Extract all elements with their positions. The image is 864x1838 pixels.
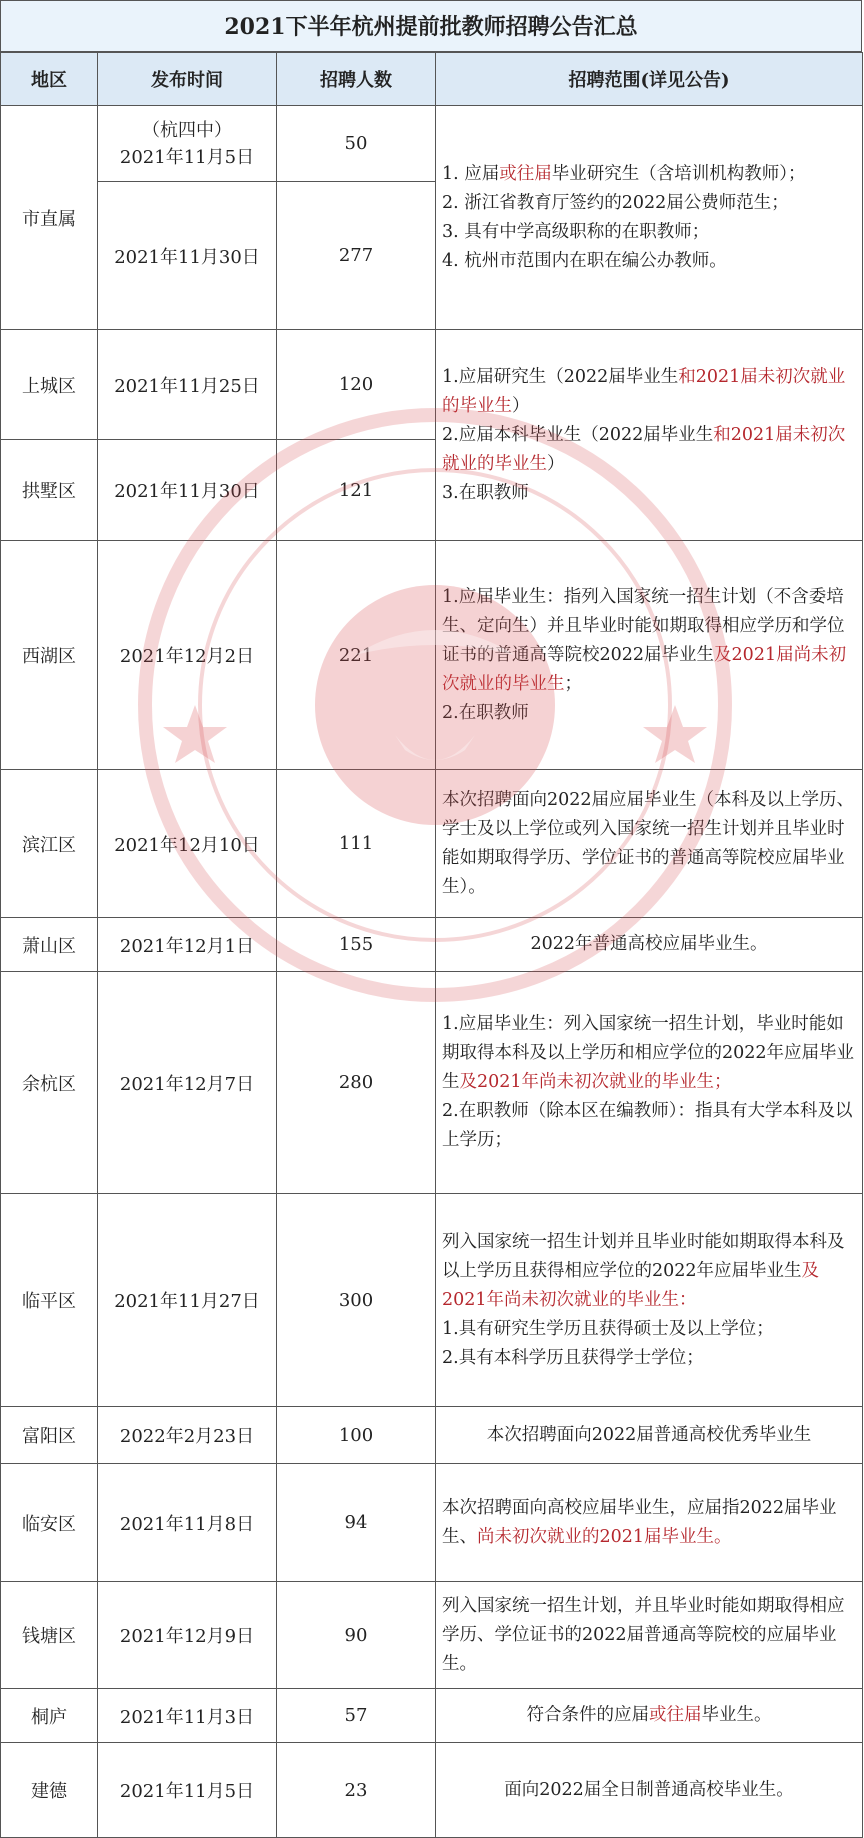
count-cell: 155	[277, 918, 436, 972]
table-row	[1, 1407, 863, 1464]
scope-line: 2. 浙江省教育厅签约的2022届公费师范生；	[442, 192, 789, 213]
scope-text: 1. 应届	[442, 163, 500, 184]
scope-cell	[436, 972, 863, 1194]
scope-line	[442, 363, 856, 421]
date-cell: 2021年12月2日	[98, 541, 277, 770]
date-cell: 2021年12月9日	[98, 1582, 277, 1689]
table-row	[1, 1464, 863, 1582]
scope-line: 2.在职教师（除本区在编教师）：指具有大学本科及以上学历；	[442, 1101, 853, 1150]
region-cell: 滨江区	[1, 770, 98, 918]
table-row	[1, 541, 863, 770]
scope-line: 3. 具有中学高级职称的在职教师；	[442, 221, 710, 242]
scope-text: ）	[512, 395, 530, 416]
table-row	[1, 972, 863, 1194]
date-cell: 2021年11月25日	[98, 330, 277, 440]
date-cell: 2021年12月10日	[98, 770, 277, 918]
scope-cell: 面向2022届全日制普通高校毕业生。	[436, 1743, 863, 1838]
count-cell: 57	[277, 1689, 436, 1743]
scope-highlight: 或往届	[649, 1705, 702, 1725]
scope-highlight: 尚未初次就业的2021届毕业生。	[477, 1526, 732, 1547]
count-cell: 94	[277, 1464, 436, 1582]
count-cell: 120	[277, 330, 436, 440]
scope-text: 本次招聘面向高校应届毕业生，应届指2022届毕业生、	[442, 1497, 837, 1547]
count-cell: 100	[277, 1407, 436, 1464]
scope-line	[442, 583, 856, 699]
page-title: 2021下半年杭州提前批教师招聘公告汇总	[0, 0, 862, 52]
scope-line	[442, 160, 856, 189]
region-cell: 钱塘区	[1, 1582, 98, 1689]
region-cell: 临安区	[1, 1464, 98, 1582]
scope-highlight: 或往届	[499, 163, 552, 184]
region-cell: 富阳区	[1, 1407, 98, 1464]
count-cell: 221	[277, 541, 436, 770]
date-note: （杭四中）	[142, 119, 232, 141]
region-cell: 市直属	[1, 106, 98, 330]
scope-text: ）	[547, 453, 565, 474]
scope-highlight: 和2021届未初次就业的毕业生	[442, 424, 846, 474]
scope-cell	[436, 1464, 863, 1582]
scope-text: 1.应届毕业生：指列入国家统一招生计划（不含委培生、定向生）并且毕业时能如期取得相应学历和学位证书的普通高等院校2022届毕业生	[442, 586, 845, 665]
region-cell: 萧山区	[1, 918, 98, 972]
scope-cell: 本次招聘面向2022届普通高校优秀毕业生	[436, 1407, 863, 1464]
scope-cell	[436, 541, 863, 770]
scope-highlight: ；	[714, 1072, 732, 1092]
scope-text: 列入国家统一招生计划并且毕业时能如期取得本科及以上学历且获得相应学位的2022年应届毕业生	[442, 1231, 845, 1281]
table-row	[1, 1743, 863, 1838]
region-cell: 西湖区	[1, 541, 98, 770]
count-cell: 280	[277, 972, 436, 1194]
region-cell: 余杭区	[1, 972, 98, 1194]
region-cell: 桐庐	[1, 1689, 98, 1743]
count-cell: 50	[277, 106, 436, 182]
scope-highlight: 和2021届未初次就业的毕业生	[442, 366, 846, 416]
scope-line	[442, 1228, 856, 1315]
count-cell: 90	[277, 1582, 436, 1689]
header-date: 发布时间	[98, 53, 277, 106]
scope-line: 1.具有研究生学历且获得硕士及以上学位；	[442, 1318, 774, 1339]
scope-cell	[436, 330, 863, 541]
date-cell: 2021年11月3日	[98, 1689, 277, 1743]
header-region: 地区	[1, 53, 98, 106]
region-cell: 上城区	[1, 330, 98, 440]
table-row	[1, 1689, 863, 1743]
scope-text: 1.应届毕业生：列入国家统一招生计划，毕业时能如期取得本科及以上学历和相应学位的2022年应届毕业生	[442, 1014, 855, 1092]
date-cell	[98, 106, 277, 182]
scope-line	[442, 1010, 856, 1097]
scope-cell	[436, 106, 863, 330]
scope-text: 符合条件的应届	[526, 1705, 649, 1725]
date-cell: 2021年11月30日	[98, 440, 277, 541]
date-cell: 2021年11月30日	[98, 182, 277, 330]
table-row	[1, 918, 863, 972]
scope-line: 2.在职教师	[442, 702, 529, 723]
date-cell: 2021年11月8日	[98, 1464, 277, 1582]
date-cell: 2021年12月7日	[98, 972, 277, 1194]
scope-highlight: 及2021年尚未初次就业的毕业生	[459, 1072, 715, 1092]
scope-cell	[436, 1194, 863, 1407]
scope-cell: 本次招聘面向2022届应届毕业生（本科及以上学历、学士及以上学位或列入国家统一招生计划并且毕业时能如期取得学历、学位证书的普通高等院校应届毕业生）。	[436, 770, 863, 918]
scope-text: 1.应届研究生（2022届毕业生	[442, 366, 679, 387]
header-scope: 招聘范围(详见公告)	[436, 53, 863, 106]
scope-cell: 2022年普通高校应届毕业生。	[436, 918, 863, 972]
scope-highlight: ：	[679, 1289, 697, 1310]
table-row	[1, 1582, 863, 1689]
count-cell: 23	[277, 1743, 436, 1838]
date-cell: 2021年11月5日	[98, 1743, 277, 1838]
scope-highlight: 及2021年尚未初次就业的毕业生	[442, 1260, 820, 1310]
scope-line: 2.具有本科学历且获得学士学位；	[442, 1347, 704, 1368]
date-value: 2021年11月5日	[119, 146, 255, 168]
scope-cell: 列入国家统一招生计划，并且毕业时能如期取得相应学历、学位证书的2022届普通高等院校的应届毕业生。	[436, 1582, 863, 1689]
scope-highlight: 及2021届尚未初次就业的毕业生	[442, 644, 847, 694]
scope-text: 2.应届本科毕业生（2022届毕业生	[442, 424, 714, 445]
region-cell: 建德	[1, 1743, 98, 1838]
date-cell: 2021年12月1日	[98, 918, 277, 972]
header-count: 招聘人数	[277, 53, 436, 106]
date-cell: 2022年2月23日	[98, 1407, 277, 1464]
table-header-row	[1, 53, 863, 106]
scope-cell	[436, 1689, 863, 1743]
table-row	[1, 770, 863, 918]
region-cell: 拱墅区	[1, 440, 98, 541]
recruitment-table	[0, 52, 863, 1838]
scope-text: ；	[564, 673, 582, 694]
scope-line	[442, 421, 856, 479]
scope-line: 4. 杭州市范围内在职在编公办教师。	[442, 250, 727, 271]
table-row	[1, 1194, 863, 1407]
table-row	[1, 330, 863, 440]
region-cell: 临平区	[1, 1194, 98, 1407]
date-cell: 2021年11月27日	[98, 1194, 277, 1407]
scope-text: 毕业生。	[701, 1705, 772, 1725]
count-cell: 121	[277, 440, 436, 541]
scope-line: 3.在职教师	[442, 482, 529, 503]
count-cell: 300	[277, 1194, 436, 1407]
count-cell: 277	[277, 182, 436, 330]
count-cell: 111	[277, 770, 436, 918]
table-row	[1, 106, 863, 182]
scope-text: 毕业研究生（含培训机构教师）；	[551, 163, 806, 184]
